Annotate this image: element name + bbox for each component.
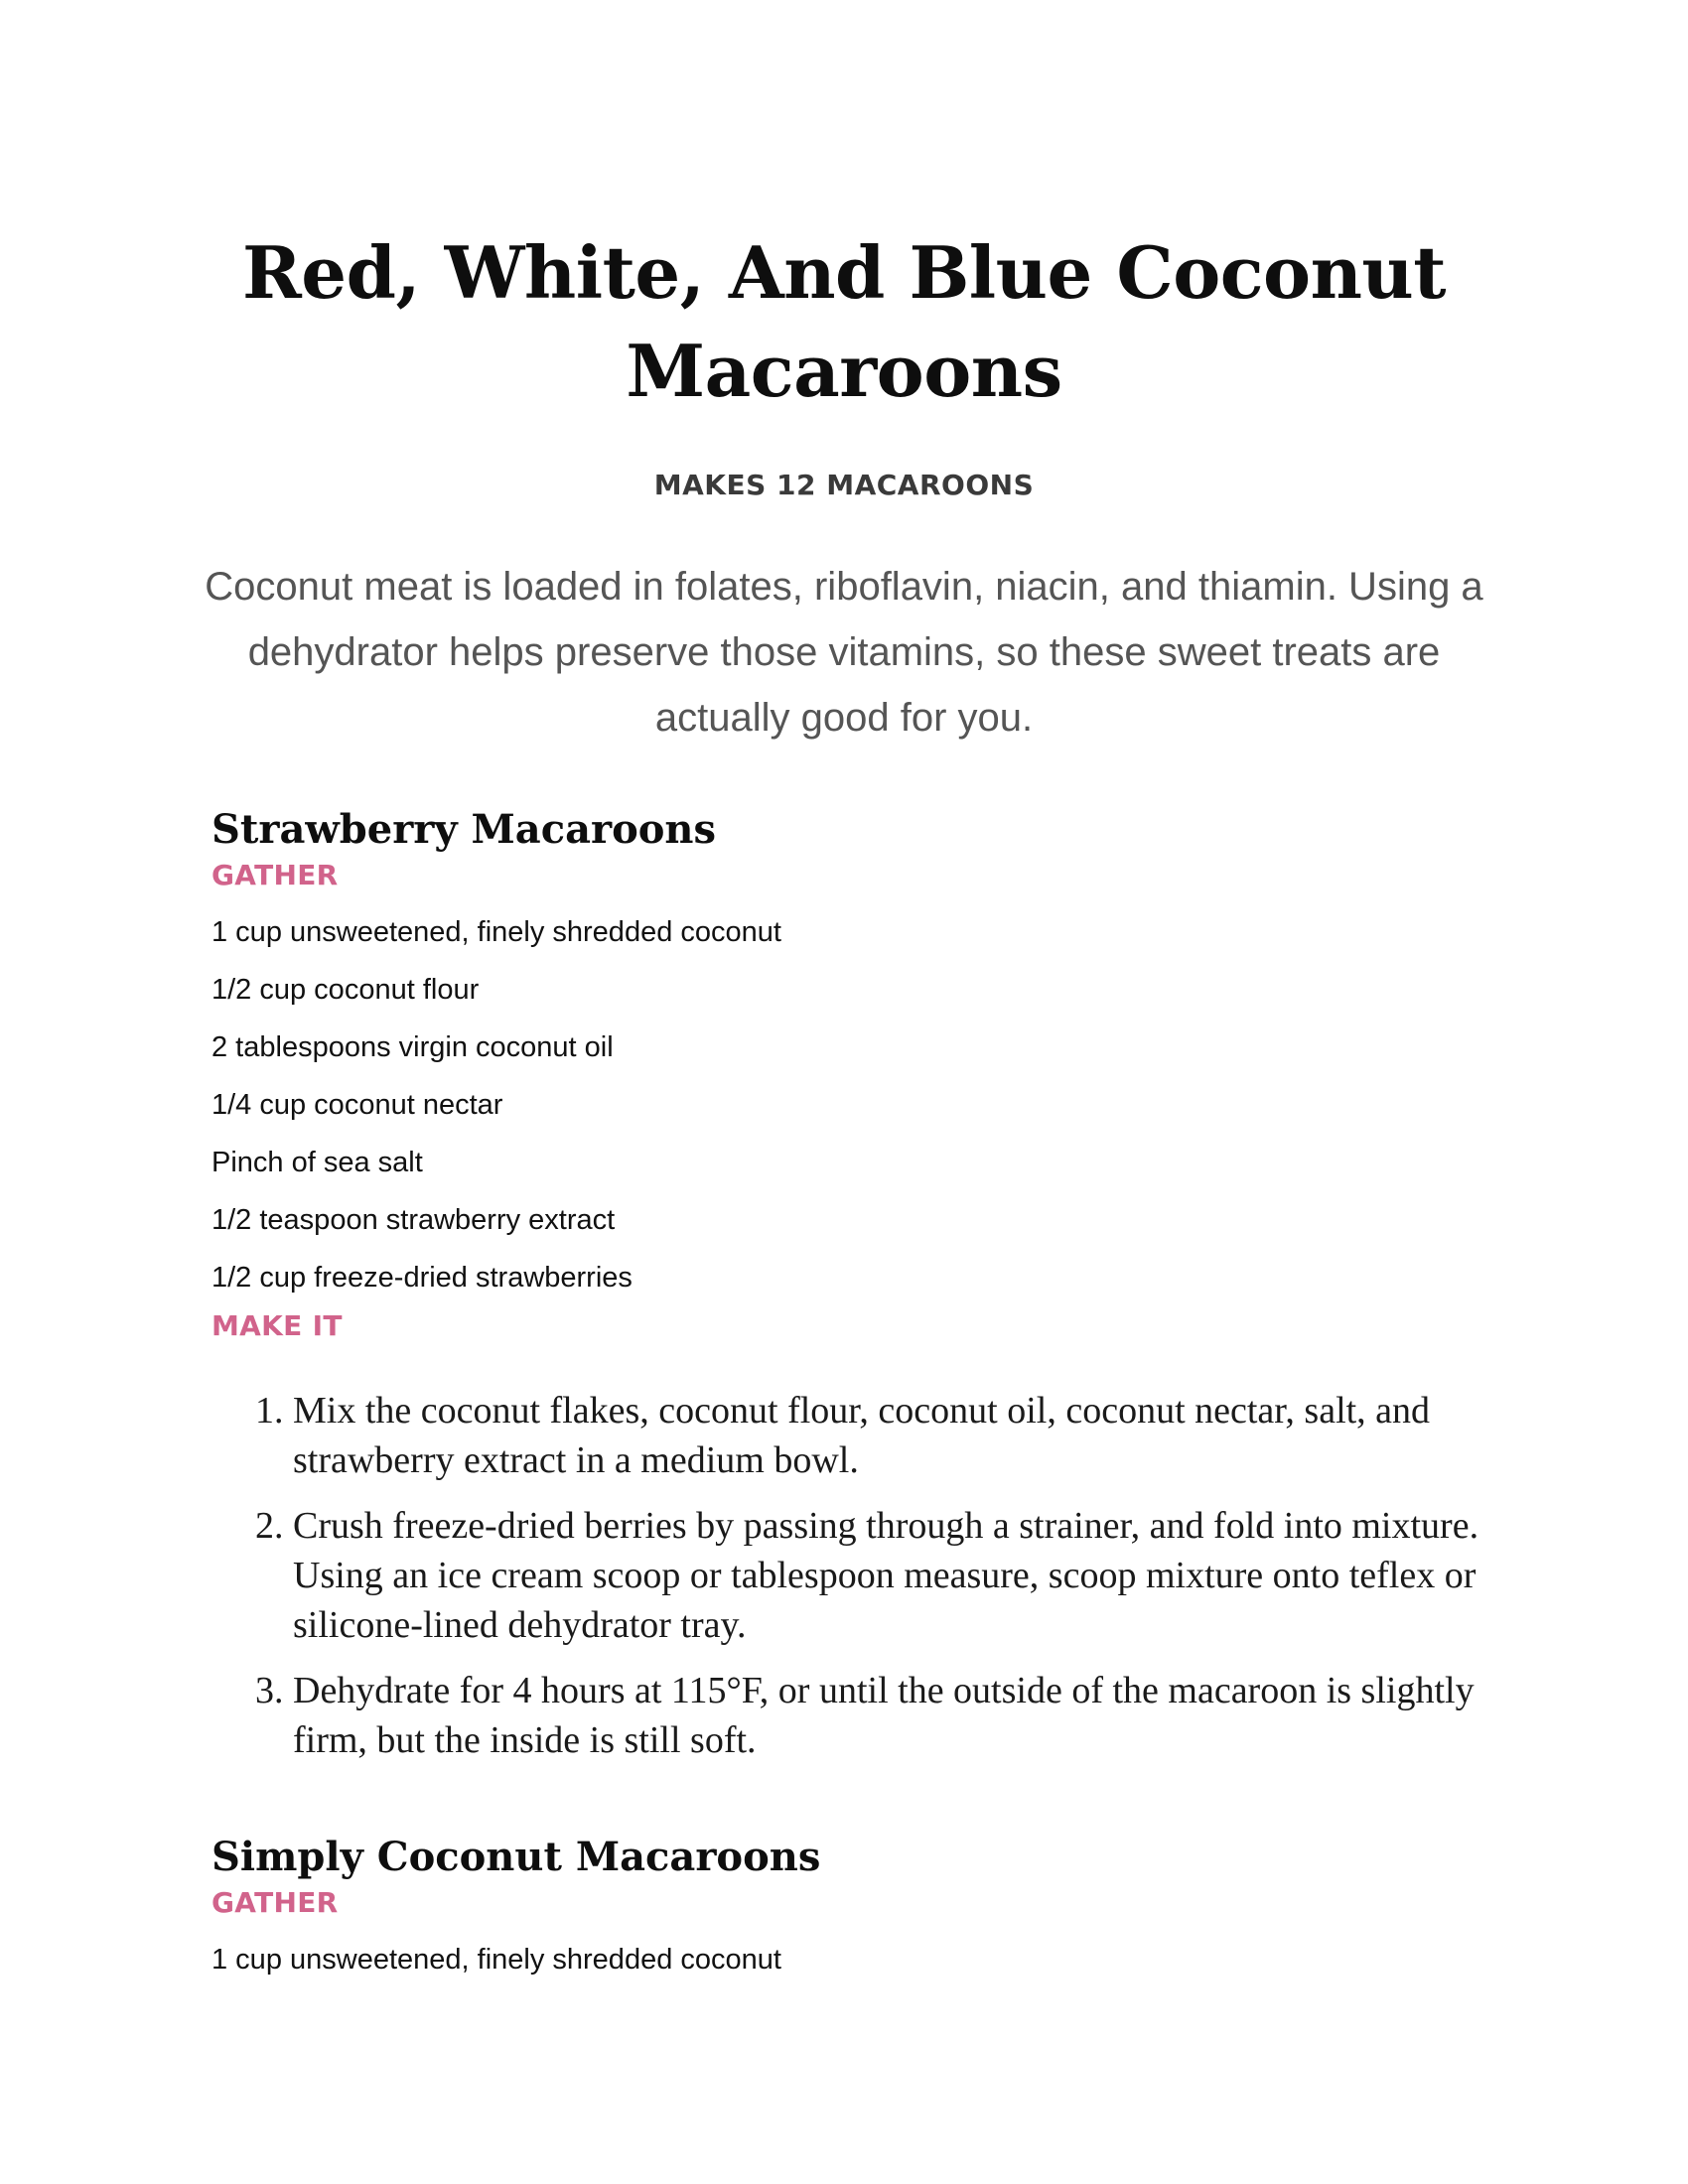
gather-label: GATHER	[211, 1886, 339, 1919]
ingredient-list	[211, 1931, 1502, 1988]
ingredient-item: 1 cup unsweetened, finely shredded coconut	[211, 916, 781, 948]
ingredient-item: Pinch of sea salt	[211, 1147, 423, 1178]
ingredient-item: 1/2 cup freeze-dried strawberries	[211, 1262, 633, 1294]
ingredient-item: 1/2 cup coconut flour	[211, 974, 480, 1006]
recipe-section-strawberry	[211, 804, 1502, 1781]
step-item: 1. Mix the coconut flakes, coconut flour, coconut oil, coconut nectar, salt, and strawberry extract in a medium bowl.	[293, 1386, 1484, 1485]
section-title: Strawberry Macaroons	[211, 806, 717, 853]
ingredient-item: 1/2 teaspoon strawberry extract	[211, 1204, 616, 1236]
ingredient-list	[211, 903, 1502, 1306]
ingredient-item: 1 cup unsweetened, finely shredded coconut	[211, 1944, 781, 1976]
gather-label: GATHER	[211, 859, 339, 891]
ingredient-item: 1/4 cup coconut nectar	[211, 1089, 503, 1121]
step-item: 2. Crush freeze-dried berries by passing through a strainer, and fold into mixture. Using an ice cream scoop or tablespoon measure, scoop mixture onto teflex or silicone-lined dehydrator tray.	[293, 1501, 1484, 1650]
recipe-intro: Coconut meat is loaded in folates, riboflavin, niacin, and thiamin. Using a dehydrator helps preserve those vitamins, so these sweet treats are actually good for you.	[205, 565, 1483, 740]
recipe-section-simply-coconut	[211, 1832, 1502, 1988]
make-it-label: MAKE IT	[211, 1309, 343, 1342]
recipe-yield: MAKES 12 MACAROONS	[653, 469, 1035, 501]
section-title: Simply Coconut Macaroons	[211, 1834, 821, 1880]
step-item: 3. Dehydrate for 4 hours at 115°F, or until the outside of the macaroon is slightly firm, but the inside is still soft.	[293, 1666, 1484, 1765]
page-title: Red, White, And Blue Coconut Macaroons	[241, 230, 1447, 413]
step-list	[211, 1386, 1484, 1765]
ingredient-item: 2 tablespoons virgin coconut oil	[211, 1031, 614, 1063]
